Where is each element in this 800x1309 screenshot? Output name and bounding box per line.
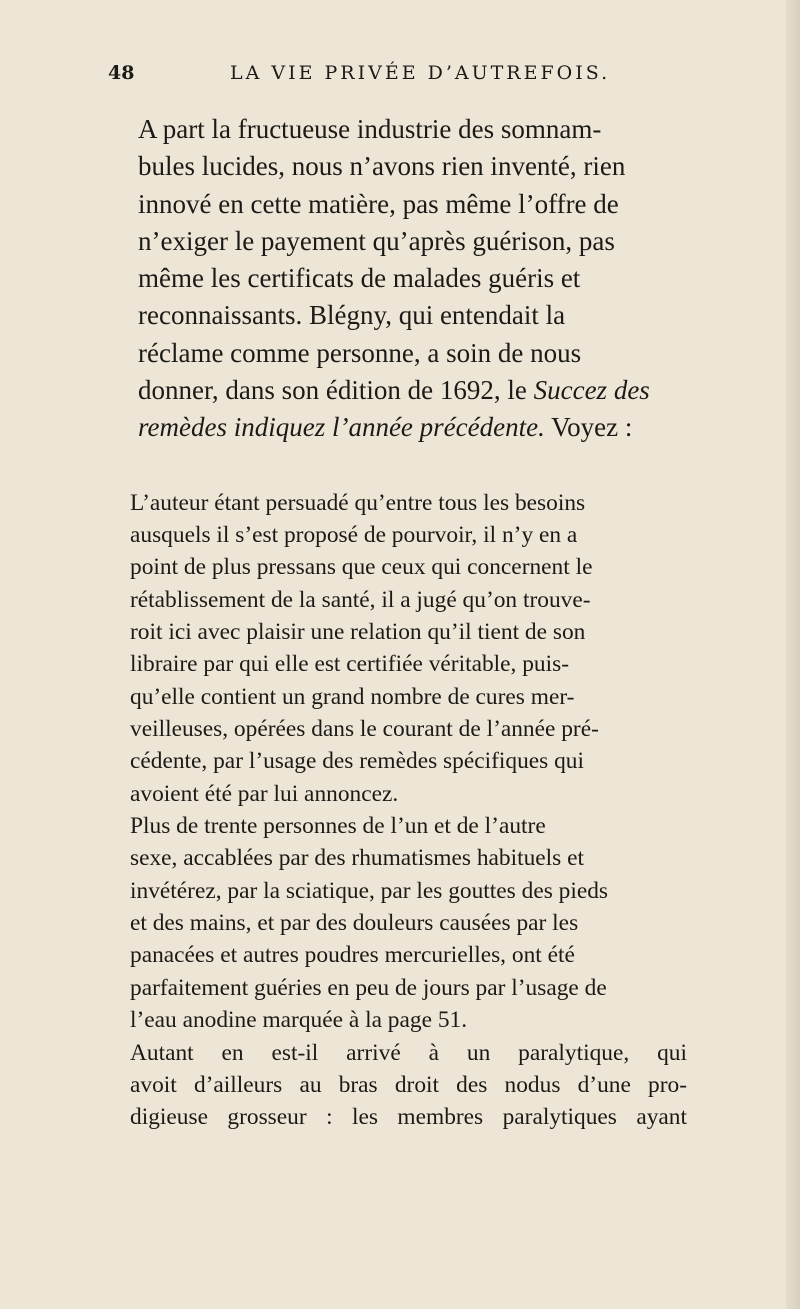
text-line: A part la fructueuse industrie des somnam-: [138, 114, 602, 144]
text-line: même les certificats de malades guéris et: [138, 263, 581, 294]
page-body: [104, 111, 687, 1134]
text-line: avoient été par lui annoncez.: [130, 780, 399, 807]
page-header: [108, 60, 684, 88]
text-line: réclame comme personne, a soin de nous: [138, 337, 582, 368]
text-line: n’exiger le payement qu’après guérison, pas: [138, 225, 615, 256]
main-paragraph: [104, 111, 687, 447]
text-line: libraire par qui elle est certifiée véritable, puis-: [130, 651, 570, 678]
text-line: invétérez, par la sciatique, par les gouttes des pieds: [130, 877, 609, 904]
text-line: sexe, accablées par des rhumatismes habituels et: [130, 845, 584, 872]
text-line: ausquels il s’est proposé de pourvoir, il n’y en a: [130, 522, 578, 549]
text-line: veilleuses, opérées dans le courant de l’année pré-: [130, 716, 599, 743]
text-line: avoit d’ailleurs au bras droit des nodus d’une pro-: [130, 1071, 687, 1098]
book-title-italic: remèdes indiquez l’année précédente.: [138, 412, 545, 443]
text-line: bules lucides, nous n’avons rien inventé, rien: [138, 151, 626, 182]
page-number: 48: [108, 62, 135, 84]
text-line: L’auteur étant persuadé qu’entre tous les besoins: [130, 489, 586, 516]
text-line: point de plus pressans que ceux qui concernent le: [130, 554, 593, 581]
text-line: innové en cette matière, pas même l’offre de: [138, 188, 619, 219]
text-line: Plus de trente personnes de l’un et de l’autre: [130, 813, 546, 840]
text-line: panacées et autres poudres mercurielles, ont été: [130, 942, 575, 969]
text-line: [104, 409, 687, 446]
book-title-italic: Succez des: [533, 375, 650, 406]
text-line: reconnaissants. Blégny, qui entendait la: [138, 300, 566, 331]
text-line: rétablissement de la santé, il a jugé qu’on trouve-: [130, 586, 591, 613]
quoted-passage: [104, 487, 687, 1134]
text-line: qu’elle contient un grand nombre de cures mer-: [130, 683, 575, 710]
quote-paragraph: [104, 1037, 687, 1134]
quote-paragraph: [104, 487, 687, 810]
text-line: parfaitement guéries en peu de jours par l’usage de: [130, 974, 607, 1001]
text-run: Voyez :: [544, 412, 633, 443]
quote-paragraph: [104, 810, 687, 1036]
page-edge-shadow: [786, 0, 800, 1309]
text-line: l’eau anodine marquée à la page 51.: [130, 1007, 468, 1034]
text-line: cédente, par l’usage des remèdes spécifiques qui: [130, 748, 584, 775]
text-line: [104, 372, 687, 409]
running-head: LA VIE PRIVÉE D’AUTREFOIS.: [230, 62, 611, 84]
text-line: roit ici avec plaisir une relation qu’il tient de son: [130, 619, 586, 646]
text-line: Autant en est-il arrivé à un paralytique, qui: [130, 1039, 687, 1066]
text-run: donner, dans son édition de 1692, le: [138, 375, 534, 406]
text-line: digieuse grosseur : les membres paralytiques ayant: [130, 1104, 687, 1131]
text-line: et des mains, et par des douleurs causées par les: [130, 910, 579, 937]
